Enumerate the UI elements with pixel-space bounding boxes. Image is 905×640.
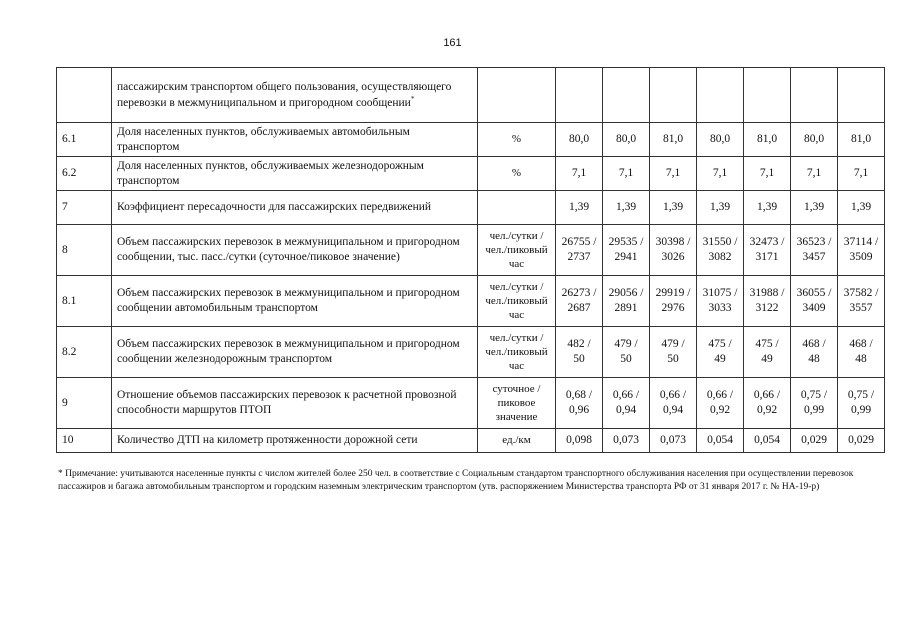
value-cell: 0,66 / 0,94 [650, 378, 697, 429]
unit-cell: чел./сутки / чел./пиковый час [478, 225, 556, 276]
value-cell: 7,1 [697, 157, 744, 191]
value-cell: 1,39 [697, 191, 744, 225]
value-cell: 468 / 48 [791, 327, 838, 378]
indicator-cell [112, 429, 478, 453]
row-number: 7 [57, 191, 112, 225]
footnote: * Примечание: учитываются населенные пункты с числом жителей более 250 чел. в соответствие с Социальным стандартом транспортного обслуживания населения при осуществлении перевозок пассажиров и багажа автомобильным транспортом и городским наземным электрическим транспортом (утв. распоряжением Министерства транспорта РФ от 31 января 2017 г. № НА-19-р) [58, 469, 854, 492]
value-cell: 0,75 / 0,99 [838, 378, 885, 429]
table-row [57, 378, 885, 429]
indicator-cell [112, 225, 478, 276]
unit-cell [478, 191, 556, 225]
value-cell: 26273 / 2687 [556, 276, 603, 327]
indicator-cell [112, 191, 478, 225]
footnote-marker: * [410, 94, 415, 103]
value-cell: 0,054 [744, 429, 791, 453]
value-cell: 7,1 [791, 157, 838, 191]
value-cell: 479 / 50 [650, 327, 697, 378]
value-cell: 7,1 [556, 157, 603, 191]
table-row [57, 429, 885, 453]
row-number: 6.2 [57, 157, 112, 191]
value-cell: 0,054 [697, 429, 744, 453]
value-cell: 81,0 [838, 123, 885, 157]
page-number: 161 [443, 37, 462, 49]
value-cell: 1,39 [650, 191, 697, 225]
row-number: 10 [57, 429, 112, 453]
value-cell: 80,0 [556, 123, 603, 157]
value-cell: 1,39 [603, 191, 650, 225]
value-cell: 0,75 / 0,99 [791, 378, 838, 429]
row-number: 8 [57, 225, 112, 276]
value-cell: 479 / 50 [603, 327, 650, 378]
value-cell: 7,1 [744, 157, 791, 191]
value-cell: 37114 / 3509 [838, 225, 885, 276]
value-cell: 36523 / 3457 [791, 225, 838, 276]
value-cell: 0,029 [791, 429, 838, 453]
value-cell [744, 68, 791, 123]
table-row [57, 327, 885, 378]
unit-cell: чел./сутки / чел./пиковый час [478, 276, 556, 327]
value-cell: 80,0 [791, 123, 838, 157]
value-cell: 7,1 [650, 157, 697, 191]
value-cell: 0,098 [556, 429, 603, 453]
unit-cell: % [478, 157, 556, 191]
indicator-text: Объем пассажирских перевозок в межмуниципальном и пригородном сообщении, тыс. пасс./сутки (суточное/пиковое значение) [117, 236, 460, 263]
value-cell: 475 / 49 [744, 327, 791, 378]
unit-cell: % [478, 123, 556, 157]
indicator-text: пассажирским транспортом общего пользования, осуществляющего перевозки в межмуниципальном и пригородном сообщении [117, 80, 452, 109]
indicator-cell [112, 123, 478, 157]
value-cell [603, 68, 650, 123]
value-cell: 30398 / 3026 [650, 225, 697, 276]
value-cell: 32473 / 3171 [744, 225, 791, 276]
indicator-cell [112, 157, 478, 191]
value-cell: 29056 / 2891 [603, 276, 650, 327]
indicators-table [56, 67, 885, 453]
value-cell: 468 / 48 [838, 327, 885, 378]
value-cell: 0,073 [650, 429, 697, 453]
table-row [57, 68, 885, 123]
value-cell [697, 68, 744, 123]
value-cell: 0,66 / 0,94 [603, 378, 650, 429]
value-cell: 0,66 / 0,92 [744, 378, 791, 429]
indicator-text: Объем пассажирских перевозок в межмуниципальном и пригородном сообщении железнодорожным транспортом [117, 338, 460, 365]
value-cell: 81,0 [650, 123, 697, 157]
value-cell: 31550 / 3082 [697, 225, 744, 276]
value-cell: 31075 / 3033 [697, 276, 744, 327]
table-row [57, 225, 885, 276]
row-number: 9 [57, 378, 112, 429]
indicator-text: Коэффициент пересадочности для пассажирских передвижений [117, 201, 432, 214]
unit-cell: чел./сутки / чел./пиковый час [478, 327, 556, 378]
value-cell: 26755 / 2737 [556, 225, 603, 276]
value-cell: 31988 / 3122 [744, 276, 791, 327]
unit-cell [478, 68, 556, 123]
value-cell [791, 68, 838, 123]
indicator-text: Отношение объемов пассажирских перевозок к расчетной провозной способности маршрутов ПТОП [117, 389, 457, 416]
value-cell: 29919 / 2976 [650, 276, 697, 327]
table-row [57, 191, 885, 225]
value-cell [556, 68, 603, 123]
value-cell: 29535 / 2941 [603, 225, 650, 276]
value-cell: 0,073 [603, 429, 650, 453]
indicator-cell [112, 327, 478, 378]
value-cell: 0,66 / 0,92 [697, 378, 744, 429]
indicator-text: Доля населенных пунктов, обслуживаемых автомобильным транспортом [117, 125, 410, 153]
indicator-cell [112, 378, 478, 429]
value-cell [650, 68, 697, 123]
row-number: 8.1 [57, 276, 112, 327]
indicator-cell [112, 68, 478, 123]
value-cell: 1,39 [838, 191, 885, 225]
value-cell: 1,39 [744, 191, 791, 225]
unit-cell: ед./км [478, 429, 556, 453]
value-cell: 7,1 [838, 157, 885, 191]
indicator-text: Объем пассажирских перевозок в межмуниципальном и пригородном сообщении автомобильным транспортом [117, 287, 460, 314]
value-cell: 0,029 [838, 429, 885, 453]
indicator-cell [112, 276, 478, 327]
value-cell: 80,0 [603, 123, 650, 157]
value-cell: 475 / 49 [697, 327, 744, 378]
value-cell: 36055 / 3409 [791, 276, 838, 327]
value-cell: 37582 / 3557 [838, 276, 885, 327]
row-number: 8.2 [57, 327, 112, 378]
unit-cell: суточное / пиковое значение [478, 378, 556, 429]
indicator-text: Количество ДТП на километр протяженности дорожной сети [117, 434, 418, 447]
value-cell: 482 / 50 [556, 327, 603, 378]
row-number: 6.1 [57, 123, 112, 157]
value-cell: 1,39 [556, 191, 603, 225]
value-cell: 7,1 [603, 157, 650, 191]
indicator-text: Доля населенных пунктов, обслуживаемых железнодорожным транспортом [117, 159, 424, 187]
table-row [57, 123, 885, 157]
table-row [57, 276, 885, 327]
value-cell: 81,0 [744, 123, 791, 157]
value-cell: 80,0 [697, 123, 744, 157]
table-row [57, 157, 885, 191]
value-cell: 1,39 [791, 191, 838, 225]
value-cell [838, 68, 885, 123]
value-cell: 0,68 / 0,96 [556, 378, 603, 429]
row-number [57, 68, 112, 123]
